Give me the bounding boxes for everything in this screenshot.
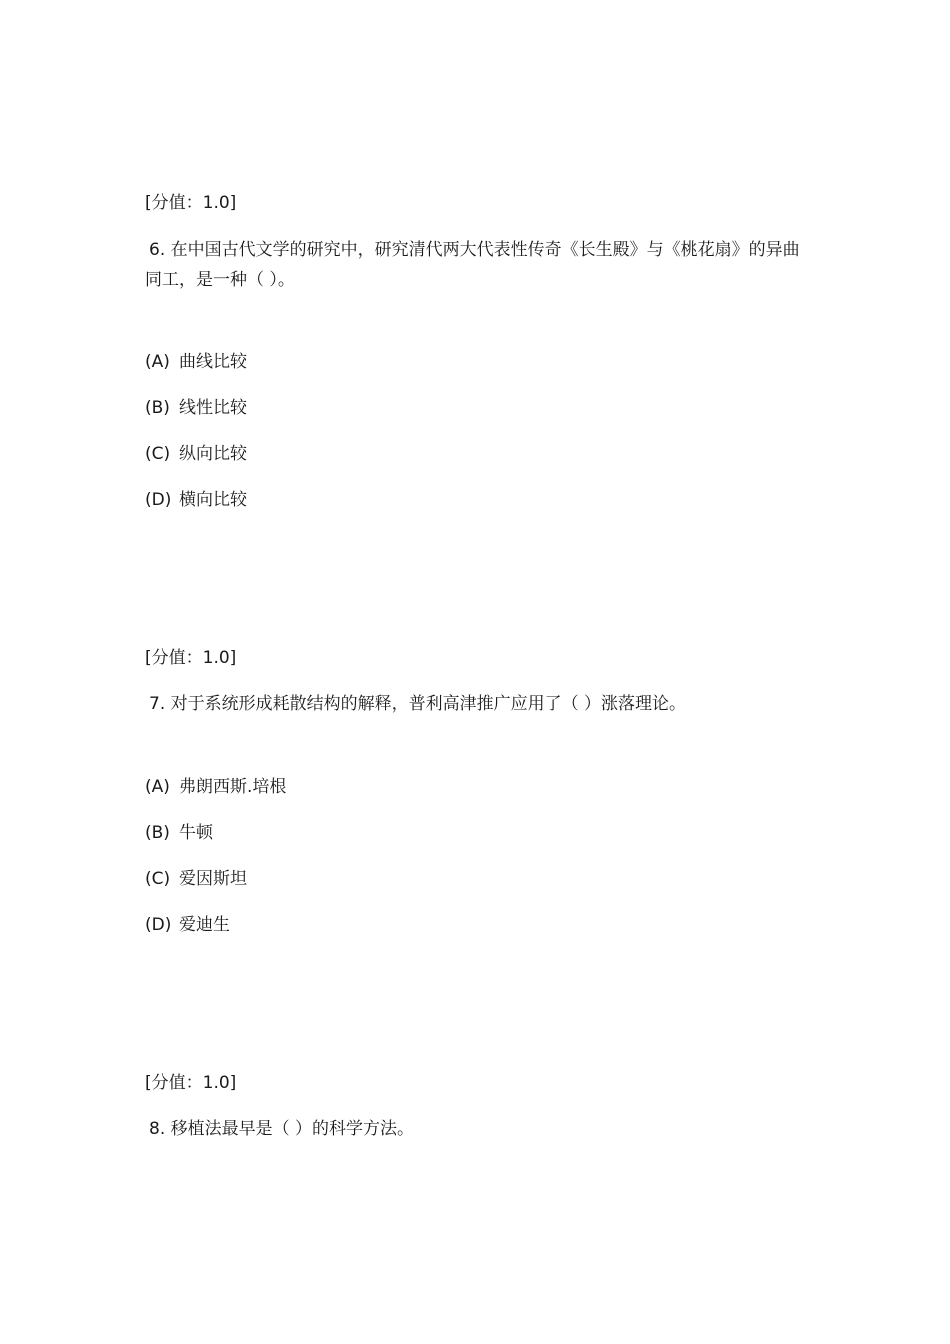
option-letter: (D) xyxy=(145,490,172,510)
question-6-option-d[interactable] xyxy=(145,488,247,512)
question-6-option-a[interactable] xyxy=(145,350,247,374)
option-letter: (B) xyxy=(145,823,170,843)
option-text: 爱因斯坦 xyxy=(179,869,247,889)
option-letter: (C) xyxy=(145,869,171,889)
option-letter: (B) xyxy=(145,398,170,418)
question-7-option-b[interactable] xyxy=(145,821,213,845)
option-text: 弗朗西斯.培根 xyxy=(179,777,287,797)
question-7-score: [分值：1.0] xyxy=(145,648,237,668)
question-6-option-c[interactable] xyxy=(145,442,247,466)
question-7-option-c[interactable] xyxy=(145,867,247,891)
option-text: 牛顿 xyxy=(179,823,213,843)
option-text: 线性比较 xyxy=(179,398,247,418)
question-7-stem: 7. 对于系统形成耗散结构的解释，普利高津推广应用了（ ）涨落理论。 xyxy=(149,694,687,714)
question-6-option-b[interactable] xyxy=(145,396,247,420)
question-6-score: [分值：1.0] xyxy=(145,193,237,213)
option-text: 横向比较 xyxy=(179,490,247,510)
question-7-option-d[interactable] xyxy=(145,913,230,937)
option-letter: (A) xyxy=(145,777,170,797)
question-6-stem: 6. 在中国古代文学的研究中，研究清代两大代表性传奇《长生殿》与《桃花扇》的异曲同工，是一种（ ）。 xyxy=(145,240,800,290)
option-text: 曲线比较 xyxy=(179,352,247,372)
question-8-stem: 8. 移植法最早是（ ）的科学方法。 xyxy=(149,1119,415,1139)
question-7-option-a[interactable] xyxy=(145,775,286,799)
option-letter: (A) xyxy=(145,352,170,372)
option-letter: (C) xyxy=(145,444,171,464)
option-text: 纵向比较 xyxy=(179,444,247,464)
option-text: 爱迪生 xyxy=(179,915,230,935)
option-letter: (D) xyxy=(145,915,172,935)
question-8-score: [分值：1.0] xyxy=(145,1073,237,1093)
